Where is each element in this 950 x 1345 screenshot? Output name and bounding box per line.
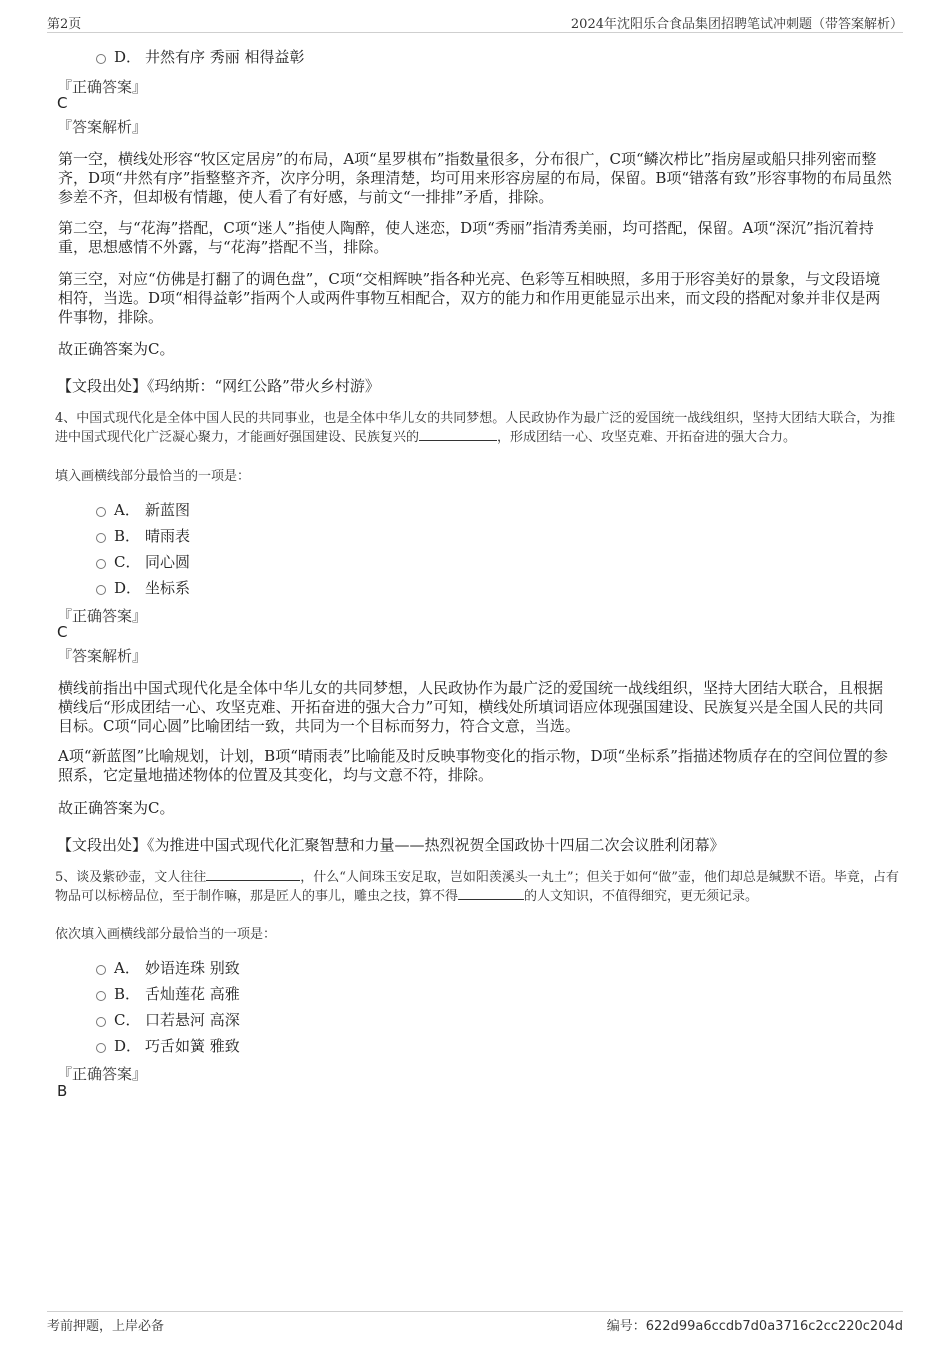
q5-option-a[interactable]: A． 妙语连珠 别致 xyxy=(96,957,240,978)
q4-option-a[interactable]: A． 新蓝图 xyxy=(96,499,190,520)
q3-option-d[interactable]: D． 井然有序 秀丽 相得益彰 xyxy=(96,46,305,67)
answer-label: 『正确答案』 xyxy=(57,1065,148,1083)
analysis-paragraph: 第三空，对应“仿佛是打翻了的调色盘”，C项“交相辉映”指各种光亮、色彩等互相映照，多用于形容美好的景象，与文段语境相符，当选。D项“相得益彰”指两个人或两件事物互相配合，双方的能力和作用更能显示出来，而文段的搭配对象并非仅是两件事物，排除。 xyxy=(58,270,881,326)
question-5-text: 5、谈及紫砂壶，文人往往 ，什么“人间珠玉安足取，岂如阳羡溪头一丸土”；但关于如何“做”壶，他们却总是缄默不语。毕竟，占有物品可以标榜品位，至于制作嘛，那是匠人的事儿，雕虫之技，算不得 的人文知识，不值得细究，更无须记录。 xyxy=(55,870,899,904)
radio-icon[interactable] xyxy=(96,533,106,543)
analysis-conclusion: 故正确答案为C。 xyxy=(58,340,175,358)
source-citation: 【文段出处】《玛纳斯：“网红公路”带火乡村游》 xyxy=(57,377,380,395)
blank-line xyxy=(419,428,497,441)
answer-label: 『正确答案』 xyxy=(57,607,148,625)
q5-option-c[interactable]: C． 口若悬河 高深 xyxy=(96,1009,240,1030)
page-header xyxy=(47,12,903,33)
radio-icon[interactable] xyxy=(96,1017,106,1027)
radio-icon[interactable] xyxy=(96,1043,106,1053)
radio-icon[interactable] xyxy=(96,965,106,975)
answer-value: C xyxy=(57,623,68,641)
q5-option-d[interactable]: D． 巧舌如簧 雅致 xyxy=(96,1035,240,1056)
q4-option-c[interactable]: C． 同心圆 xyxy=(96,551,190,572)
question-4-prompt: 填入画横线部分最恰当的一项是： xyxy=(55,469,251,484)
answer-value: C xyxy=(57,94,68,112)
page-footer xyxy=(47,1311,903,1334)
serial-number: 编号：622d99a6ccdb7d0a3716c2cc220c204d xyxy=(606,1319,903,1334)
question-4-text: 4、中国式现代化是全体中国人民的共同事业，也是全体中华儿女的共同梦想。人民政协作为最广泛的爱国统一战线组织，坚持大团结大联合，为推进中国式现代化广泛凝心聚力，才能画好强国建设、民族复兴的 ，形成团结一心、攻坚克难、开拓奋进的强大合力。 xyxy=(55,411,896,445)
answer-value: B xyxy=(57,1082,68,1100)
radio-icon[interactable] xyxy=(96,991,106,1001)
footer-slogan: 考前押题，上岸必备 xyxy=(47,1319,165,1334)
analysis-paragraph: A项“新蓝图”比喻规划，计划，B项“晴雨表”比喻能及时反映事物变化的指示物，D项“坐标系”指描述物质存在的空间位置的参照系，它定量地描述物体的位置及其变化，均与文意不符，排除。 xyxy=(58,747,888,784)
blank-line xyxy=(458,887,524,900)
analysis-paragraph: 横线前指出中国式现代化是全体中华儿女的共同梦想，人民政协作为最广泛的爱国统一战线组织，坚持大团结大联合，且根据横线后“形成团结一心、攻坚克难、开拓奋进的强大合力”可知，横线处所填词语应体现强国建设、民族复兴是全国人民的共同目标。C项“同心圆”比喻团结一致，共同为一个目标而努力，符合文意，当选。 xyxy=(58,679,884,735)
analysis-conclusion: 故正确答案为C。 xyxy=(58,799,175,817)
analysis-label: 『答案解析』 xyxy=(57,647,148,665)
analysis-paragraph: 第二空，与“花海”搭配，C项“迷人”指使人陶醉，使人迷恋，D项“秀丽”指清秀美丽，均可搭配，保留。A项“深沉”指沉着持重，思想感情不外露，与“花海”搭配不当，排除。 xyxy=(58,219,874,256)
radio-icon[interactable] xyxy=(96,559,106,569)
radio-icon[interactable] xyxy=(96,585,106,595)
analysis-paragraph: 第一空，横线处形容“牧区定居房”的布局，A项“星罗棋布”指数量很多，分布很广，C项“鳞次栉比”指房屋或船只排列密而整齐，D项“井然有序”指整整齐齐，次序分明，条理清楚，均可用来形容房屋的布局，保留。B项“错落有致”形容事物的布局虽然参差不齐，但却极有情趣，使人看了有好感，与前文“一排排”矛盾，排除。 xyxy=(58,150,892,206)
q4-option-d[interactable]: D． 坐标系 xyxy=(96,577,190,598)
analysis-label: 『答案解析』 xyxy=(57,118,148,136)
q5-option-b[interactable]: B． 舌灿莲花 高雅 xyxy=(96,983,240,1004)
source-citation: 【文段出处】《为推进中国式现代化汇聚智慧和力量——热烈祝贺全国政协十四届二次会议胜利闭幕》 xyxy=(57,836,725,854)
q4-option-b[interactable]: B． 晴雨表 xyxy=(96,525,190,546)
answer-label: 『正确答案』 xyxy=(57,78,148,96)
document-title: 2024年沈阳乐合食品集团招聘笔试冲刺题（带答案解析） xyxy=(570,17,903,32)
radio-icon[interactable] xyxy=(96,54,106,64)
page-number: 第2页 xyxy=(47,17,82,32)
blank-line xyxy=(206,868,300,881)
radio-icon[interactable] xyxy=(96,507,106,517)
question-5-prompt: 依次填入画横线部分最恰当的一项是： xyxy=(55,927,277,942)
